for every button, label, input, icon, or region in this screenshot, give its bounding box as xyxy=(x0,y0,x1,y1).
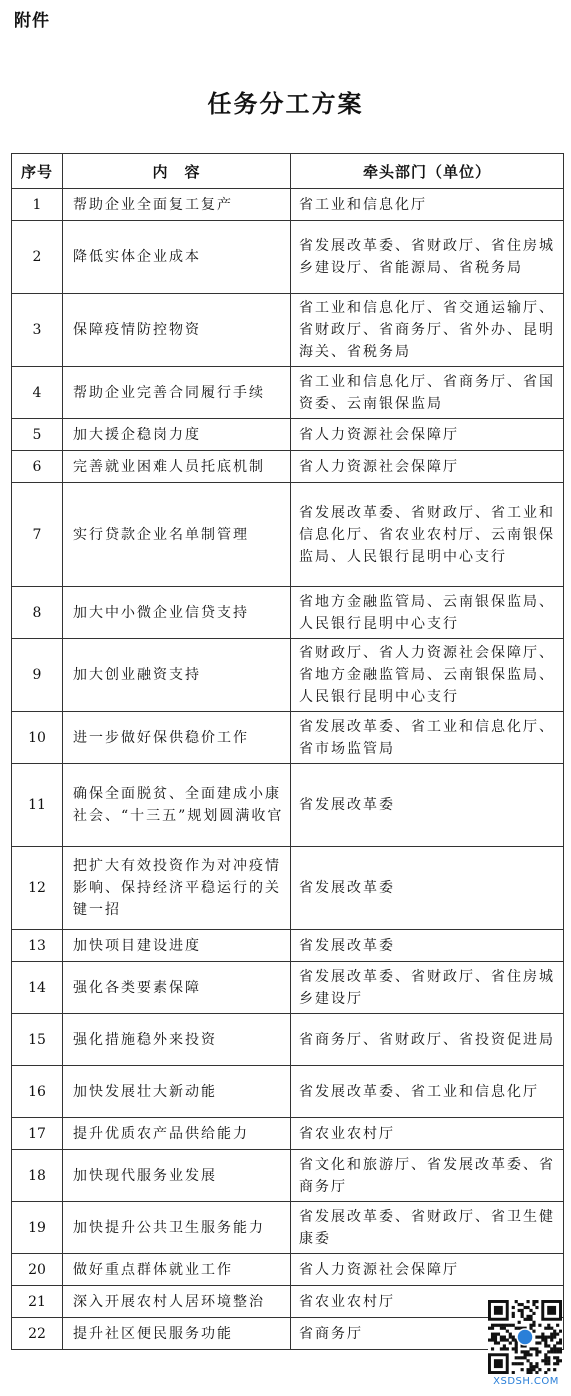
table-row xyxy=(12,639,564,712)
task-division-table xyxy=(11,153,564,1350)
row-index: 2 xyxy=(12,221,63,294)
table-row xyxy=(12,1202,564,1254)
row-content: 实行贷款企业名单制管理 xyxy=(63,483,291,587)
row-index: 19 xyxy=(12,1202,63,1254)
table-row xyxy=(12,764,564,847)
row-index: 7 xyxy=(12,483,63,587)
table-row xyxy=(12,712,564,764)
row-content: 帮助企业全面复工复产 xyxy=(63,189,291,221)
row-dept: 省工业和信息化厅、省交通运输厅、省财政厅、省商务厅、省外办、昆明海关、省税务局 xyxy=(291,294,564,367)
row-dept: 省商务厅、省财政厅、省投资促进局 xyxy=(291,1014,564,1066)
row-content: 加快发展壮大新动能 xyxy=(63,1066,291,1118)
table-row xyxy=(12,1286,564,1318)
row-index: 5 xyxy=(12,419,63,451)
row-content: 降低实体企业成本 xyxy=(63,221,291,294)
row-content: 加大援企稳岗力度 xyxy=(63,419,291,451)
row-index: 18 xyxy=(12,1150,63,1202)
row-content: 把扩大有效投资作为对冲疫情影响、保持经济平稳运行的关键一招 xyxy=(63,847,291,930)
row-content: 帮助企业完善合同履行手续 xyxy=(63,367,291,419)
row-dept: 省文化和旅游厅、省发展改革委、省商务厅 xyxy=(291,1150,564,1202)
header-dept: 牵头部门（单位） xyxy=(291,154,564,189)
qr-code-icon xyxy=(488,1300,562,1374)
row-dept: 省人力资源社会保障厅 xyxy=(291,1254,564,1286)
table-row xyxy=(12,367,564,419)
row-content: 提升优质农产品供给能力 xyxy=(63,1118,291,1150)
watermark-text: XSDSH.COM xyxy=(493,1376,559,1387)
table-row xyxy=(12,1150,564,1202)
row-index: 22 xyxy=(12,1318,63,1350)
table-row xyxy=(12,1014,564,1066)
row-index: 11 xyxy=(12,764,63,847)
table-row xyxy=(12,483,564,587)
row-content: 强化措施稳外来投资 xyxy=(63,1014,291,1066)
row-dept: 省发展改革委、省财政厅、省住房城乡建设厅、省能源局、省税务局 xyxy=(291,221,564,294)
table-header-row xyxy=(12,154,564,189)
row-content: 加大创业融资支持 xyxy=(63,639,291,712)
row-dept: 省农业农村厅 xyxy=(291,1286,564,1318)
table-row xyxy=(12,930,564,962)
row-content: 完善就业困难人员托底机制 xyxy=(63,451,291,483)
row-index: 4 xyxy=(12,367,63,419)
table-row xyxy=(12,189,564,221)
row-content: 深入开展农村人居环境整治 xyxy=(63,1286,291,1318)
table-body xyxy=(12,189,564,1350)
table-row xyxy=(12,1318,564,1350)
row-dept: 省发展改革委、省工业和信息化厅 xyxy=(291,1066,564,1118)
table-row xyxy=(12,1254,564,1286)
table-row xyxy=(12,221,564,294)
row-dept: 省人力资源社会保障厅 xyxy=(291,419,564,451)
row-index: 17 xyxy=(12,1118,63,1150)
row-content: 确保全面脱贫、全面建成小康社会、“十三五”规划圆满收官 xyxy=(63,764,291,847)
table-row xyxy=(12,294,564,367)
row-content: 保障疫情防控物资 xyxy=(63,294,291,367)
row-index: 1 xyxy=(12,189,63,221)
row-content: 加大中小微企业信贷支持 xyxy=(63,587,291,639)
table-row xyxy=(12,419,564,451)
row-dept: 省商务厅 xyxy=(291,1318,564,1350)
row-dept: 省发展改革委 xyxy=(291,847,564,930)
table-row xyxy=(12,1066,564,1118)
attachment-label: 附件 xyxy=(14,11,50,31)
row-dept: 省发展改革委、省财政厅、省工业和信息化厅、省农业农村厅、云南银保监局、人民银行昆明中心支行 xyxy=(291,483,564,587)
row-dept: 省人力资源社会保障厅 xyxy=(291,451,564,483)
row-dept: 省发展改革委、省财政厅、省住房城乡建设厅 xyxy=(291,962,564,1014)
row-index: 9 xyxy=(12,639,63,712)
row-content: 加快提升公共卫生服务能力 xyxy=(63,1202,291,1254)
row-dept: 省农业农村厅 xyxy=(291,1118,564,1150)
row-content: 提升社区便民服务功能 xyxy=(63,1318,291,1350)
row-dept: 省发展改革委 xyxy=(291,930,564,962)
header-content: 内 容 xyxy=(63,154,291,189)
row-dept: 省发展改革委、省工业和信息化厅、省市场监管局 xyxy=(291,712,564,764)
row-index: 21 xyxy=(12,1286,63,1318)
table-row xyxy=(12,847,564,930)
table-row xyxy=(12,587,564,639)
row-dept: 省发展改革委、省财政厅、省卫生健康委 xyxy=(291,1202,564,1254)
row-content: 做好重点群体就业工作 xyxy=(63,1254,291,1286)
row-index: 8 xyxy=(12,587,63,639)
row-dept: 省发展改革委 xyxy=(291,764,564,847)
row-content: 强化各类要素保障 xyxy=(63,962,291,1014)
row-dept: 省地方金融监管局、云南银保监局、人民银行昆明中心支行 xyxy=(291,587,564,639)
table-row xyxy=(12,451,564,483)
row-index: 16 xyxy=(12,1066,63,1118)
row-content: 加快现代服务业发展 xyxy=(63,1150,291,1202)
row-index: 14 xyxy=(12,962,63,1014)
header-index: 序号 xyxy=(12,154,63,189)
row-index: 3 xyxy=(12,294,63,367)
row-index: 15 xyxy=(12,1014,63,1066)
row-dept: 省工业和信息化厅 xyxy=(291,189,564,221)
table-row xyxy=(12,1118,564,1150)
row-content: 进一步做好保供稳价工作 xyxy=(63,712,291,764)
row-content: 加快项目建设进度 xyxy=(63,930,291,962)
page-title: 任务分工方案 xyxy=(207,89,364,118)
row-dept: 省工业和信息化厅、省商务厅、省国资委、云南银保监局 xyxy=(291,367,564,419)
row-index: 12 xyxy=(12,847,63,930)
row-index: 10 xyxy=(12,712,63,764)
row-dept: 省财政厅、省人力资源社会保障厅、省地方金融监管局、云南银保监局、人民银行昆明中心支行 xyxy=(291,639,564,712)
table-row xyxy=(12,962,564,1014)
row-index: 6 xyxy=(12,451,63,483)
row-index: 13 xyxy=(12,930,63,962)
row-index: 20 xyxy=(12,1254,63,1286)
